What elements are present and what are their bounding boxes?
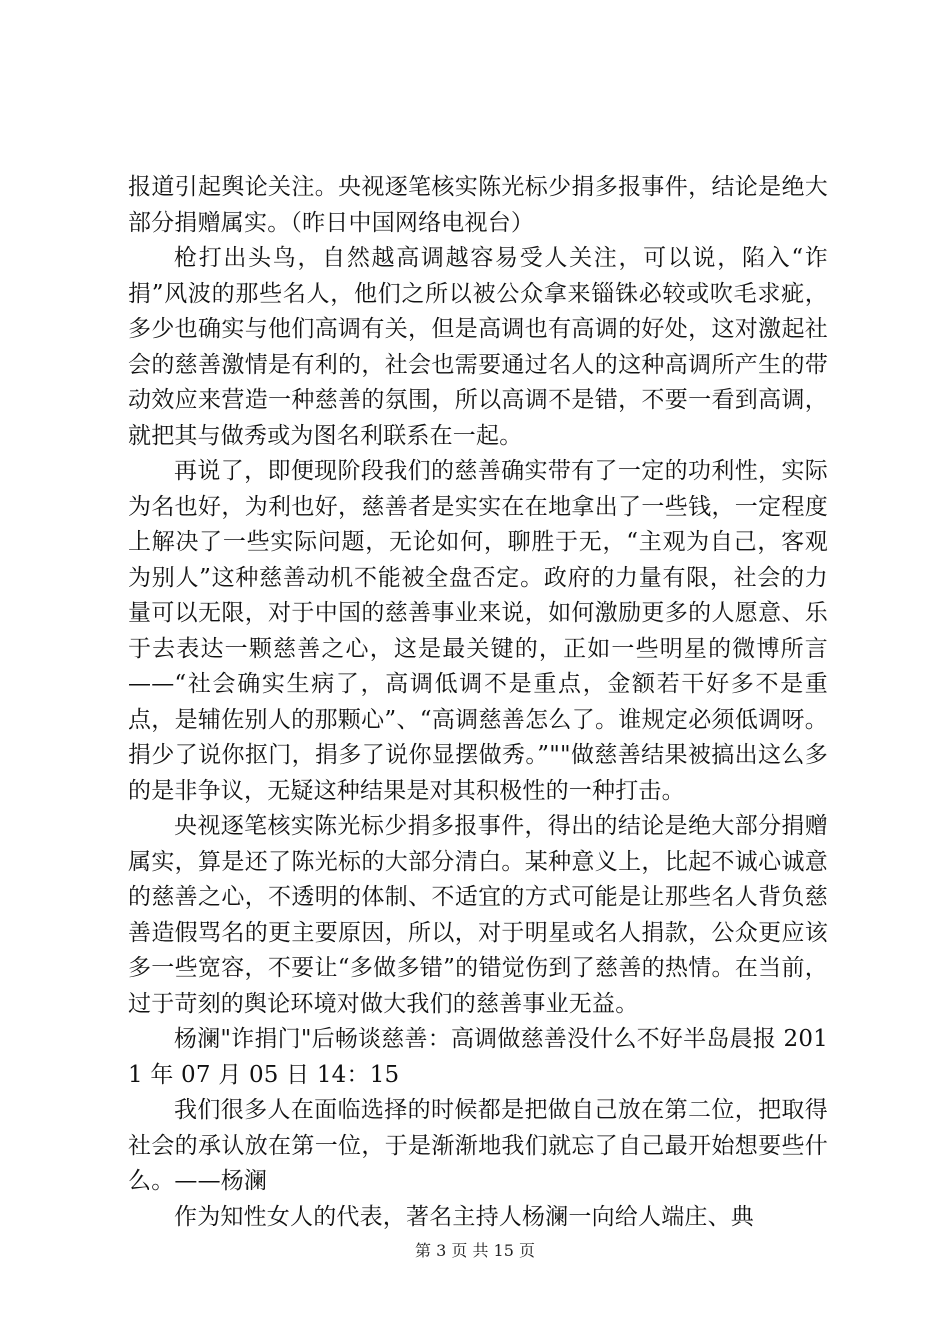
paragraph-intro-yang-lan: 作为知性女人的代表，著名主持人杨澜一向给人端庄、典 xyxy=(174,1203,754,1230)
paragraph-continuation: 报道引起舆论关注。央视逐笔核实陈光标少捐多报事件，结论是绝大部分捐赠属实。（昨日中国网络电视台） xyxy=(128,174,828,236)
paragraph-news-headline: 杨澜"诈捐门"后畅谈慈善：高调做慈善没什么不好半岛晨报 2011 年 07 月 05 日 14：15 xyxy=(128,1026,828,1088)
paragraph-high-profile: 枪打出头鸟，自然越高调越容易受人关注，可以说，陷入“诈捐”风波的那些名人，他们之所以被公众拿来锱铢必较或吹毛求疵，多少也确实与他们高调有关，但是高调也有高调的好处，这对激起社会的慈善激情是有利的，社会也需要通过名人的这种高调所产生的带动效应来营造一种慈善的氛围，所以高调不是错，不要一看到高调，就把其与做秀或为图名利联系在一起。 xyxy=(128,245,828,449)
paragraph-utilitarian-charity: 再说了，即便现阶段我们的慈善确实带有了一定的功利性，实际为名也好，为利也好，慈善者是实实在在地拿出了一些钱，一定程度上解决了一些实际问题，无论如何，聊胜于无，“主观为自己，客观为别人”这种慈善动机不能被全盘否定。政府的力量有限，社会的力量可以无限，对于中国的慈善事业来说，如何激励更多的人愿意、乐于去表达一颗慈善之心，这是最关键的，正如一些明星的微博所言——“社会确实生病了，高调低调不是重点，金额若干好多不是重点，是辅佐别人的那颗心”、“高调慈善怎么了。谁规定必须低调呀。捐少了说你抠门，捐多了说你显摆做秀。”""做慈善结果被搞出这么多的是非争议，无疑这种结果是对其积极性的一种打击。 xyxy=(128,458,828,804)
document-body xyxy=(128,170,828,1235)
paragraph-quote: 我们很多人在面临选择的时候都是把做自己放在第二位，把取得社会的承认放在第一位，于是渐渐地我们就忘了自己最开始想要些什么。——杨澜 xyxy=(128,1097,828,1194)
page-number-footer: 第 3 页 共 15 页 xyxy=(415,1241,535,1260)
paragraph-cctv-verification: 央视逐笔核实陈光标少捐多报事件，得出的结论是绝大部分捐赠属实，算是还了陈光标的大部分清白。某种意义上，比起不诚心诚意的慈善之心，不透明的体制、不适宜的方式可能是让那些名人背负慈善造假骂名的更主要原因，所以，对于明星或名人捐款，公众更应该多一些宽容，不要让“多做多错”的错觉伤到了慈善的热情。在当前，过于苛刻的舆论环境对做大我们的慈善事业无益。 xyxy=(128,813,828,1017)
